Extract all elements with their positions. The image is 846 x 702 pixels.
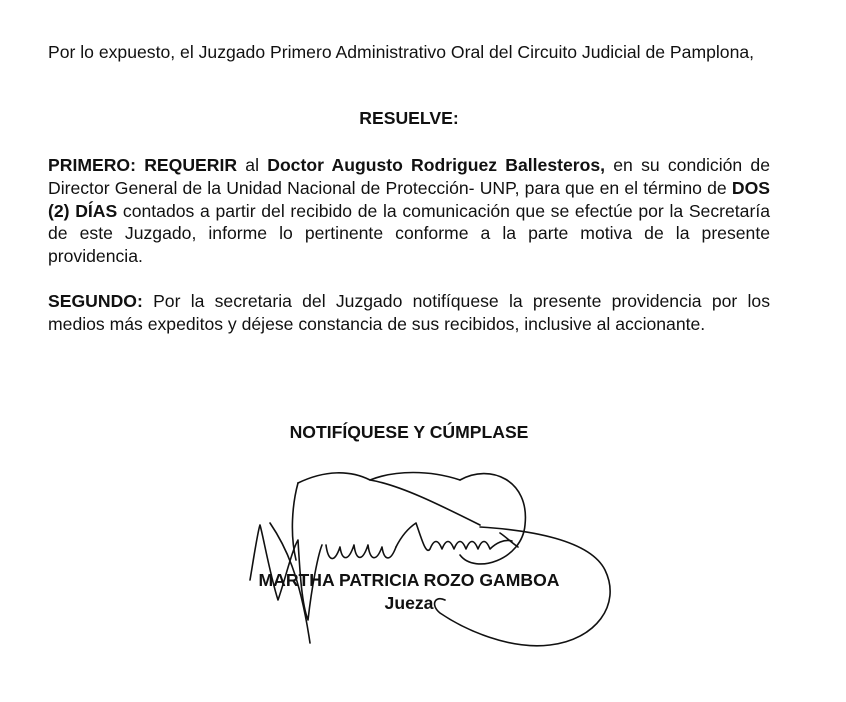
intro-text: Por lo expuesto, el Juzgado Primero Administrativo Oral del Circuito Judicial de Pamplona, xyxy=(48,42,755,62)
intro-paragraph xyxy=(48,41,770,64)
primero-text-3: contados a partir del recibido de la comunicación que se efectúe por la Secretaría de este Juzgado, informe lo pertinente conforme a la parte motiva de la presente providencia. xyxy=(48,200,770,267)
closing-formula: NOTIFÍQUESE Y CÚMPLASE xyxy=(289,422,529,442)
handwritten-signature xyxy=(230,465,630,665)
primero-verb: REQUERIR xyxy=(144,155,238,175)
signer-role: Jueza xyxy=(384,593,434,613)
primero-text-2: en su condición de Director General de la Unidad Nacional de Protección- UNP, para que en el término de xyxy=(48,155,771,198)
primero-paragraph xyxy=(48,154,770,268)
signer-name: MARTHA PATRICIA ROZO GAMBOA xyxy=(258,570,560,590)
primero-text-1: al xyxy=(237,155,268,175)
primero-person: Doctor Augusto Rodriguez Ballesteros, xyxy=(267,155,606,175)
primero-term: DOS (2) DÍAS xyxy=(48,177,770,221)
primero-label: PRIMERO: xyxy=(48,155,136,175)
segundo-text: Por la secretaria del Juzgado notifíquese la presente providencia por los medios más expeditos y déjese constancia de sus recibidos, inclusive al accionante. xyxy=(48,291,770,334)
segundo-paragraph xyxy=(48,290,770,336)
segundo-label: SEGUNDO: xyxy=(48,291,143,311)
resuelve-heading: RESUELVE: xyxy=(359,108,459,128)
